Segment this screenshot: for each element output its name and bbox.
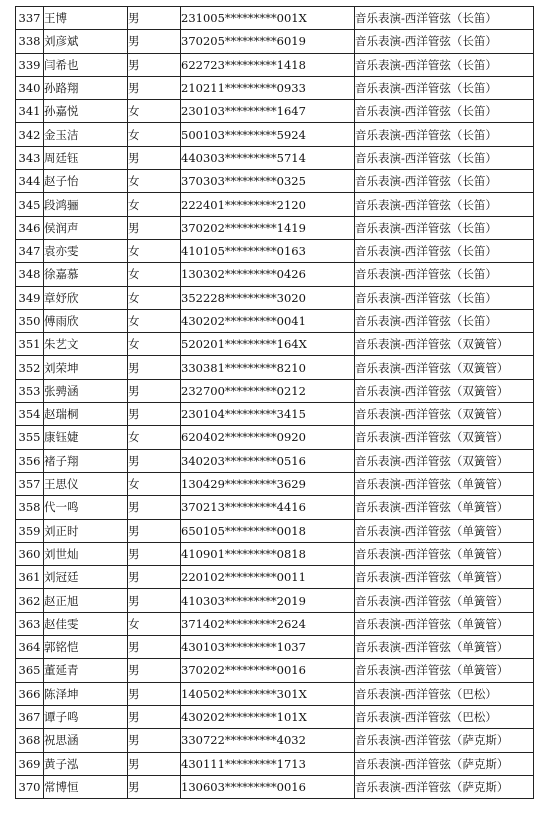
table-row bbox=[16, 286, 534, 309]
table-row bbox=[16, 752, 534, 775]
student-name-cell: 褚子翔 bbox=[44, 449, 128, 472]
row-number-cell: 362 bbox=[16, 589, 44, 612]
major-cell: 音乐表演-西洋管弦（长笛） bbox=[355, 193, 534, 216]
gender-cell: 女 bbox=[128, 426, 181, 449]
major-cell: 音乐表演-西洋管弦（单簧管） bbox=[355, 472, 534, 495]
row-number-cell: 349 bbox=[16, 286, 44, 309]
gender-cell: 男 bbox=[128, 30, 181, 53]
id-number-cell: 370213*********4416 bbox=[181, 496, 355, 519]
major-cell: 音乐表演-西洋管弦（萨克斯） bbox=[355, 775, 534, 798]
table-row bbox=[16, 356, 534, 379]
gender-cell: 男 bbox=[128, 542, 181, 565]
major-cell: 音乐表演-西洋管弦（双簧管） bbox=[355, 333, 534, 356]
gender-cell: 男 bbox=[128, 566, 181, 589]
row-number-cell: 338 bbox=[16, 30, 44, 53]
table-row bbox=[16, 263, 534, 286]
major-cell: 音乐表演-西洋管弦（双簧管） bbox=[355, 403, 534, 426]
gender-cell: 男 bbox=[128, 519, 181, 542]
id-number-cell: 370303*********0325 bbox=[181, 170, 355, 193]
id-number-cell: 500103*********5924 bbox=[181, 123, 355, 146]
table-row bbox=[16, 775, 534, 798]
table-row bbox=[16, 682, 534, 705]
table-row bbox=[16, 7, 534, 30]
gender-cell: 女 bbox=[128, 239, 181, 262]
major-cell: 音乐表演-西洋管弦（单簧管） bbox=[355, 542, 534, 565]
major-cell: 音乐表演-西洋管弦（长笛） bbox=[355, 100, 534, 123]
row-number-cell: 361 bbox=[16, 566, 44, 589]
row-number-cell: 363 bbox=[16, 612, 44, 635]
row-number-cell: 341 bbox=[16, 100, 44, 123]
row-number-cell: 355 bbox=[16, 426, 44, 449]
major-cell: 音乐表演-西洋管弦（单簧管） bbox=[355, 519, 534, 542]
major-cell: 音乐表演-西洋管弦（巴松） bbox=[355, 705, 534, 728]
major-cell: 音乐表演-西洋管弦（长笛） bbox=[355, 239, 534, 262]
student-name-cell: 董延青 bbox=[44, 659, 128, 682]
gender-cell: 男 bbox=[128, 146, 181, 169]
id-number-cell: 330381*********8210 bbox=[181, 356, 355, 379]
major-cell: 音乐表演-西洋管弦（长笛） bbox=[355, 53, 534, 76]
student-name-cell: 王思仪 bbox=[44, 472, 128, 495]
id-number-cell: 371402*********2624 bbox=[181, 612, 355, 635]
student-name-cell: 刘冠廷 bbox=[44, 566, 128, 589]
row-number-cell: 351 bbox=[16, 333, 44, 356]
id-number-cell: 620402*********0920 bbox=[181, 426, 355, 449]
gender-cell: 男 bbox=[128, 636, 181, 659]
id-number-cell: 440303*********5714 bbox=[181, 146, 355, 169]
gender-cell: 男 bbox=[128, 76, 181, 99]
table-row bbox=[16, 426, 534, 449]
gender-cell: 女 bbox=[128, 612, 181, 635]
id-number-cell: 370202*********0016 bbox=[181, 659, 355, 682]
gender-cell: 男 bbox=[128, 775, 181, 798]
major-cell: 音乐表演-西洋管弦（萨克斯） bbox=[355, 729, 534, 752]
row-number-cell: 347 bbox=[16, 239, 44, 262]
major-cell: 音乐表演-西洋管弦（长笛） bbox=[355, 263, 534, 286]
gender-cell: 男 bbox=[128, 729, 181, 752]
student-name-cell: 刘彦斌 bbox=[44, 30, 128, 53]
student-name-cell: 赵瑞桐 bbox=[44, 403, 128, 426]
gender-cell: 男 bbox=[128, 403, 181, 426]
id-number-cell: 330722*********4032 bbox=[181, 729, 355, 752]
gender-cell: 女 bbox=[128, 123, 181, 146]
major-cell: 音乐表演-西洋管弦（单簧管） bbox=[355, 612, 534, 635]
gender-cell: 女 bbox=[128, 170, 181, 193]
row-number-cell: 339 bbox=[16, 53, 44, 76]
student-name-cell: 常博恒 bbox=[44, 775, 128, 798]
gender-cell: 男 bbox=[128, 7, 181, 30]
table-row bbox=[16, 76, 534, 99]
table-row bbox=[16, 100, 534, 123]
row-number-cell: 360 bbox=[16, 542, 44, 565]
major-cell: 音乐表演-西洋管弦（巴松） bbox=[355, 682, 534, 705]
gender-cell: 男 bbox=[128, 216, 181, 239]
major-cell: 音乐表演-西洋管弦（长笛） bbox=[355, 7, 534, 30]
major-cell: 音乐表演-西洋管弦（长笛） bbox=[355, 30, 534, 53]
table-row bbox=[16, 729, 534, 752]
table-row bbox=[16, 496, 534, 519]
major-cell: 音乐表演-西洋管弦（双簧管） bbox=[355, 379, 534, 402]
id-number-cell: 430202*********0041 bbox=[181, 309, 355, 332]
table-row bbox=[16, 589, 534, 612]
student-name-cell: 袁亦雯 bbox=[44, 239, 128, 262]
roster-body bbox=[16, 7, 534, 799]
major-cell: 音乐表演-西洋管弦（单簧管） bbox=[355, 636, 534, 659]
student-name-cell: 孙嘉悦 bbox=[44, 100, 128, 123]
id-number-cell: 222401*********2120 bbox=[181, 193, 355, 216]
gender-cell: 男 bbox=[128, 705, 181, 728]
id-number-cell: 430111*********1713 bbox=[181, 752, 355, 775]
row-number-cell: 366 bbox=[16, 682, 44, 705]
id-number-cell: 650105*********0018 bbox=[181, 519, 355, 542]
id-number-cell: 230103*********1647 bbox=[181, 100, 355, 123]
student-name-cell: 陈泽坤 bbox=[44, 682, 128, 705]
student-name-cell: 祝思涵 bbox=[44, 729, 128, 752]
student-name-cell: 段鸿骊 bbox=[44, 193, 128, 216]
row-number-cell: 370 bbox=[16, 775, 44, 798]
row-number-cell: 367 bbox=[16, 705, 44, 728]
table-row bbox=[16, 659, 534, 682]
gender-cell: 男 bbox=[128, 496, 181, 519]
id-number-cell: 410901*********0818 bbox=[181, 542, 355, 565]
row-number-cell: 342 bbox=[16, 123, 44, 146]
gender-cell: 女 bbox=[128, 286, 181, 309]
table-row bbox=[16, 705, 534, 728]
row-number-cell: 345 bbox=[16, 193, 44, 216]
student-name-cell: 章妤欣 bbox=[44, 286, 128, 309]
table-row bbox=[16, 449, 534, 472]
gender-cell: 男 bbox=[128, 659, 181, 682]
gender-cell: 女 bbox=[128, 100, 181, 123]
gender-cell: 男 bbox=[128, 682, 181, 705]
major-cell: 音乐表演-西洋管弦（长笛） bbox=[355, 170, 534, 193]
major-cell: 音乐表演-西洋管弦（长笛） bbox=[355, 286, 534, 309]
row-number-cell: 340 bbox=[16, 76, 44, 99]
table-row bbox=[16, 566, 534, 589]
student-name-cell: 赵正旭 bbox=[44, 589, 128, 612]
id-number-cell: 410105*********0163 bbox=[181, 239, 355, 262]
student-name-cell: 谭子鸣 bbox=[44, 705, 128, 728]
row-number-cell: 358 bbox=[16, 496, 44, 519]
row-number-cell: 352 bbox=[16, 356, 44, 379]
gender-cell: 女 bbox=[128, 309, 181, 332]
id-number-cell: 232700*********0212 bbox=[181, 379, 355, 402]
row-number-cell: 353 bbox=[16, 379, 44, 402]
student-name-cell: 刘世灿 bbox=[44, 542, 128, 565]
gender-cell: 女 bbox=[128, 263, 181, 286]
table-row bbox=[16, 519, 534, 542]
student-roster-table bbox=[15, 6, 534, 799]
row-number-cell: 368 bbox=[16, 729, 44, 752]
gender-cell: 男 bbox=[128, 449, 181, 472]
student-name-cell: 王博 bbox=[44, 7, 128, 30]
id-number-cell: 130429*********3629 bbox=[181, 472, 355, 495]
table-row bbox=[16, 146, 534, 169]
id-number-cell: 370205*********6019 bbox=[181, 30, 355, 53]
student-name-cell: 刘荣坤 bbox=[44, 356, 128, 379]
row-number-cell: 369 bbox=[16, 752, 44, 775]
student-name-cell: 孙路翔 bbox=[44, 76, 128, 99]
student-name-cell: 周廷钰 bbox=[44, 146, 128, 169]
student-name-cell: 赵子怡 bbox=[44, 170, 128, 193]
id-number-cell: 130302*********0426 bbox=[181, 263, 355, 286]
student-name-cell: 傅雨欣 bbox=[44, 309, 128, 332]
gender-cell: 男 bbox=[128, 752, 181, 775]
table-row bbox=[16, 309, 534, 332]
student-name-cell: 郭铭恺 bbox=[44, 636, 128, 659]
student-name-cell: 代一鸣 bbox=[44, 496, 128, 519]
gender-cell: 男 bbox=[128, 53, 181, 76]
major-cell: 音乐表演-西洋管弦（单簧管） bbox=[355, 589, 534, 612]
id-number-cell: 230104*********3415 bbox=[181, 403, 355, 426]
major-cell: 音乐表演-西洋管弦（长笛） bbox=[355, 309, 534, 332]
student-name-cell: 闫希也 bbox=[44, 53, 128, 76]
row-number-cell: 343 bbox=[16, 146, 44, 169]
row-number-cell: 337 bbox=[16, 7, 44, 30]
student-name-cell: 朱艺文 bbox=[44, 333, 128, 356]
row-number-cell: 364 bbox=[16, 636, 44, 659]
major-cell: 音乐表演-西洋管弦（单簧管） bbox=[355, 659, 534, 682]
row-number-cell: 350 bbox=[16, 309, 44, 332]
table-row bbox=[16, 216, 534, 239]
row-number-cell: 348 bbox=[16, 263, 44, 286]
student-name-cell: 张骋涵 bbox=[44, 379, 128, 402]
row-number-cell: 346 bbox=[16, 216, 44, 239]
id-number-cell: 231005*********001X bbox=[181, 7, 355, 30]
major-cell: 音乐表演-西洋管弦（长笛） bbox=[355, 76, 534, 99]
id-number-cell: 352228*********3020 bbox=[181, 286, 355, 309]
gender-cell: 女 bbox=[128, 333, 181, 356]
id-number-cell: 622723*********1418 bbox=[181, 53, 355, 76]
id-number-cell: 520201*********164X bbox=[181, 333, 355, 356]
id-number-cell: 410303*********2019 bbox=[181, 589, 355, 612]
table-row bbox=[16, 612, 534, 635]
id-number-cell: 220102*********0011 bbox=[181, 566, 355, 589]
major-cell: 音乐表演-西洋管弦（长笛） bbox=[355, 123, 534, 146]
gender-cell: 男 bbox=[128, 356, 181, 379]
major-cell: 音乐表演-西洋管弦（长笛） bbox=[355, 216, 534, 239]
id-number-cell: 370202*********1419 bbox=[181, 216, 355, 239]
table-row bbox=[16, 193, 534, 216]
gender-cell: 男 bbox=[128, 379, 181, 402]
student-name-cell: 黄子泓 bbox=[44, 752, 128, 775]
gender-cell: 男 bbox=[128, 589, 181, 612]
major-cell: 音乐表演-西洋管弦（单簧管） bbox=[355, 496, 534, 519]
table-row bbox=[16, 542, 534, 565]
table-row bbox=[16, 333, 534, 356]
major-cell: 音乐表演-西洋管弦（单簧管） bbox=[355, 566, 534, 589]
id-number-cell: 210211*********0933 bbox=[181, 76, 355, 99]
id-number-cell: 140502*********301X bbox=[181, 682, 355, 705]
major-cell: 音乐表演-西洋管弦（萨克斯） bbox=[355, 752, 534, 775]
table-row bbox=[16, 30, 534, 53]
student-name-cell: 赵佳雯 bbox=[44, 612, 128, 635]
id-number-cell: 340203*********0516 bbox=[181, 449, 355, 472]
gender-cell: 女 bbox=[128, 472, 181, 495]
table-row bbox=[16, 472, 534, 495]
table-row bbox=[16, 170, 534, 193]
row-number-cell: 344 bbox=[16, 170, 44, 193]
table-row bbox=[16, 53, 534, 76]
table-row bbox=[16, 403, 534, 426]
major-cell: 音乐表演-西洋管弦（长笛） bbox=[355, 146, 534, 169]
table-row bbox=[16, 123, 534, 146]
major-cell: 音乐表演-西洋管弦（双簧管） bbox=[355, 356, 534, 379]
student-name-cell: 刘正时 bbox=[44, 519, 128, 542]
row-number-cell: 357 bbox=[16, 472, 44, 495]
row-number-cell: 359 bbox=[16, 519, 44, 542]
table-row bbox=[16, 636, 534, 659]
table-row bbox=[16, 379, 534, 402]
major-cell: 音乐表演-西洋管弦（双簧管） bbox=[355, 426, 534, 449]
major-cell: 音乐表演-西洋管弦（双簧管） bbox=[355, 449, 534, 472]
student-name-cell: 徐嘉慕 bbox=[44, 263, 128, 286]
gender-cell: 女 bbox=[128, 193, 181, 216]
row-number-cell: 354 bbox=[16, 403, 44, 426]
row-number-cell: 365 bbox=[16, 659, 44, 682]
student-name-cell: 康钰婕 bbox=[44, 426, 128, 449]
student-name-cell: 金玉洁 bbox=[44, 123, 128, 146]
id-number-cell: 130603*********0016 bbox=[181, 775, 355, 798]
table-row bbox=[16, 239, 534, 262]
row-number-cell: 356 bbox=[16, 449, 44, 472]
student-name-cell: 侯润声 bbox=[44, 216, 128, 239]
id-number-cell: 430103*********1037 bbox=[181, 636, 355, 659]
id-number-cell: 430202*********101X bbox=[181, 705, 355, 728]
